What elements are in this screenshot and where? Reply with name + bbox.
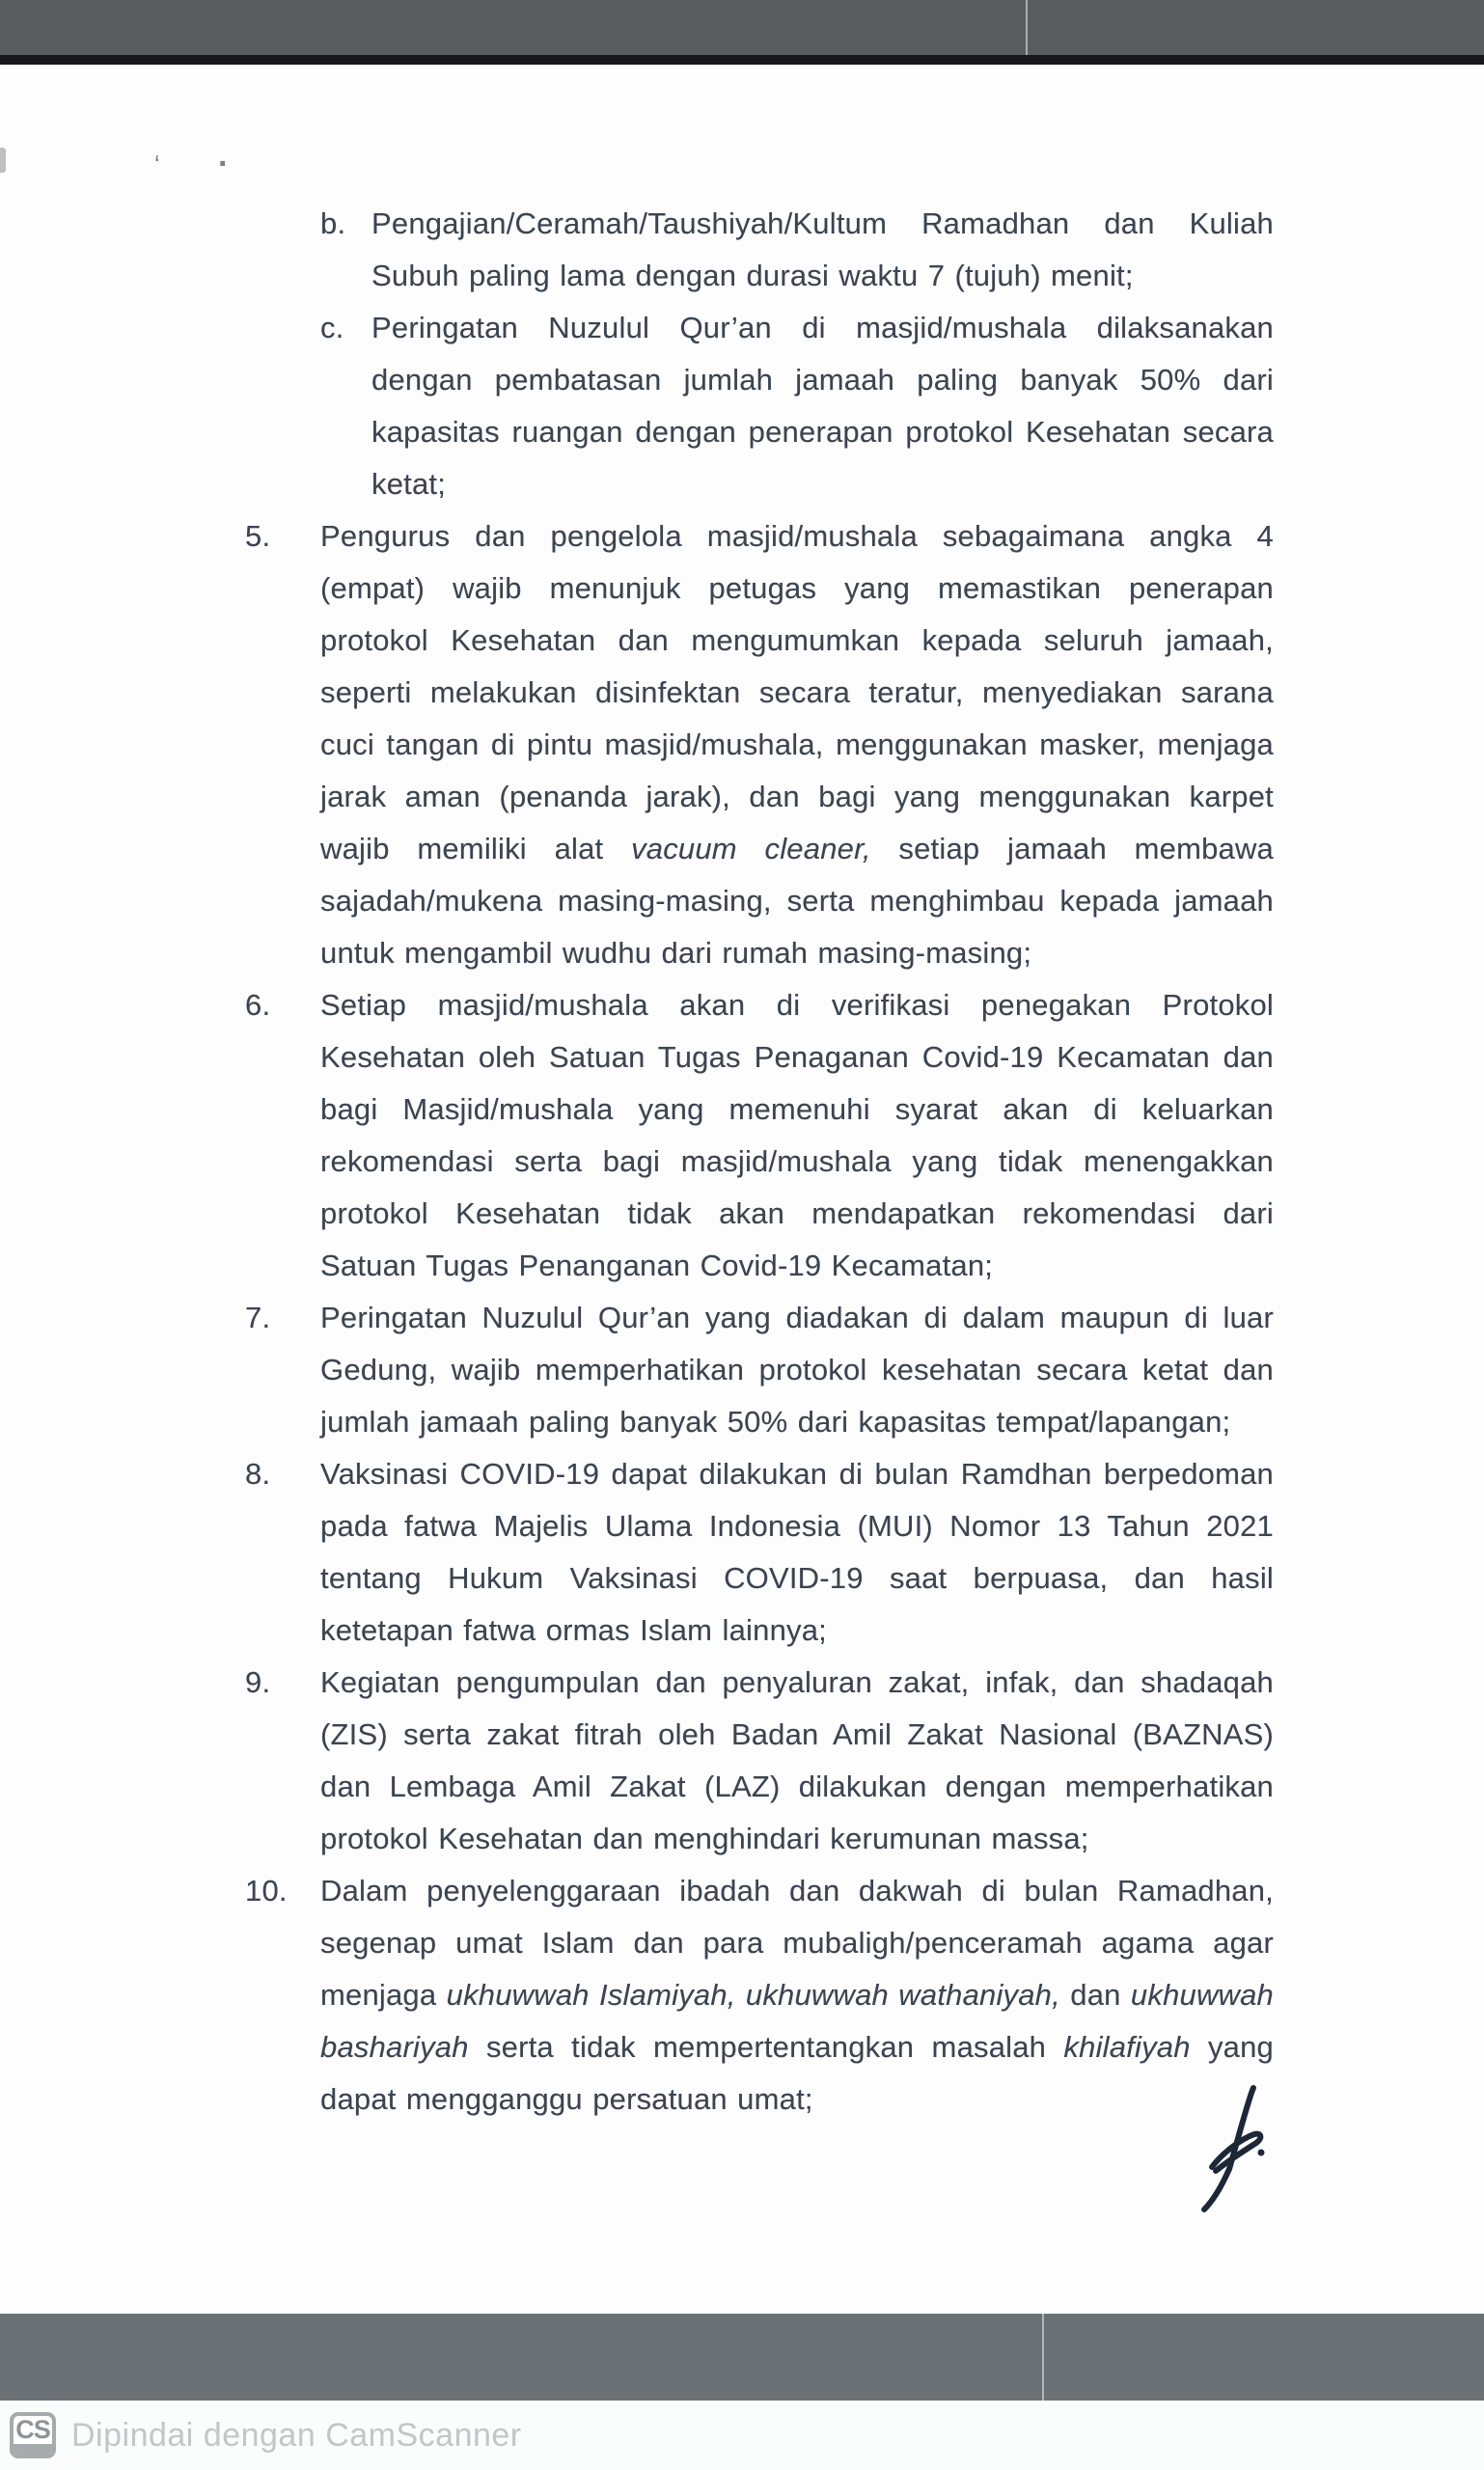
list-item xyxy=(320,302,1274,510)
item-text: Kegiatan pengumpulan dan penyaluran zakat, infak, dan shadaqah (ZIS) serta zakat fitrah oleh Badan Amil Zakat Nasional (BAZNAS) dan Lembaga Amil Zakat (LAZ) dilakukan dengan memperhatikan protokol Kesehatan dan menghindari kerumunan massa; xyxy=(320,1665,1274,1855)
watermark-caption: Dipindai dengan CamScanner xyxy=(71,2416,522,2454)
list-item xyxy=(241,979,1274,1292)
handwritten-initial-signature xyxy=(1168,2067,1293,2221)
item-label: 7. xyxy=(245,1301,271,1334)
item-label: c. xyxy=(320,311,344,344)
item-text: Vaksinasi COVID-19 dapat dilakukan di bulan Ramdhan berpedoman pada fatwa Majelis Ulama Indonesia (MUI) Nomor 13 Tahun 2021 tentang Hukum Vaksinasi COVID-19 saat berpuasa, dan hasil ketetapan fatwa ormas Islam lainnya; xyxy=(320,1457,1274,1647)
document-page xyxy=(0,65,1484,2314)
scan-artifact-mark: ‘ xyxy=(154,150,160,178)
scan-artifact-left-edge xyxy=(0,148,6,173)
camscanner-logo xyxy=(10,2412,56,2458)
item-text: Peringatan Nuzulul Qur’an yang diadakan di dalam maupun di luar Gedung, wajib memperhatikan protokol kesehatan secara ketat dan jumlah jamaah paling banyak 50% dari kapasitas tempat/lapangan; xyxy=(320,1301,1274,1439)
scan-top-border xyxy=(0,0,1484,56)
scan-artifact-mark: · xyxy=(218,146,230,182)
item-label: 9. xyxy=(245,1665,271,1699)
list-item xyxy=(241,1865,1274,2126)
item-label: 8. xyxy=(245,1457,271,1491)
scan-seam-line xyxy=(1042,2314,1044,2401)
list-item xyxy=(320,198,1274,302)
item-text: Pengurus dan pengelola masjid/mushala sebagaimana angka 4 (empat) wajib menunjuk petugas yang memastikan penerapan protokol Kesehatan dan mengumumkan kepada seluruh jamaah, seperti melakukan disinfektan secara teratur, menyediakan sarana cuci tangan di pintu masjid/mushala, menggunakan masker, menjaga jarak aman (penanda jarak), dan bagi yang menggunakan karpet wajib memiliki alat vacuum cleaner, setiap jamaah membawa sajadah/mukena masing-masing, serta menghimbau kepada jamaah untuk mengambil wudhu dari rumah masing-masing; xyxy=(320,519,1274,970)
item-text: Dalam penyelenggaraan ibadah dan dakwah di bulan Ramadhan, segenap umat Islam dan para mubaligh/penceramah agama agar menjaga ukhuwwah Islamiyah, ukhuwwah wathaniyah, dan ukhuwwah bashariyah serta tidak mempertentangkan masalah khilafiyah yang dapat mengganggu persatuan umat; xyxy=(320,1874,1274,2116)
list-item xyxy=(241,1657,1274,1865)
scan-seam-line xyxy=(1026,0,1028,56)
list-item xyxy=(241,510,1274,979)
camscanner-logo-flap xyxy=(14,2444,52,2455)
scan-bottom-border xyxy=(0,2314,1484,2401)
page-top-edge-shadow xyxy=(0,55,1484,65)
item-text: Pengajian/Ceramah/Taushiyah/Kultum Ramadhan dan Kuliah Subuh paling lama dengan durasi waktu 7 (tujuh) menit; xyxy=(371,206,1274,292)
item-label: 5. xyxy=(245,519,271,553)
item-text: Peringatan Nuzulul Qur’an di masjid/mushala dilaksanakan dengan pembatasan jumlah jamaah paling banyak 50% dari kapasitas ruangan dengan penerapan protokol Kesehatan secara ketat; xyxy=(371,311,1274,501)
item-label: 10. xyxy=(245,1874,288,1907)
camscanner-watermark-bar xyxy=(0,2401,1484,2470)
numbered-item-list xyxy=(241,510,1274,2126)
list-item xyxy=(241,1292,1274,1448)
camscanner-logo-text: CS xyxy=(15,2415,50,2444)
item-text: Setiap masjid/mushala akan di verifikasi penegakan Protokol Kesehatan oleh Satuan Tugas Penaganan Covid-19 Kecamatan dan bagi Masjid/mushala yang memenuhi syarat akan di keluarkan rekomendasi serta bagi masjid/mushala yang tidak menengakkan protokol Kesehatan tidak akan mendapatkan rekomendasi dari Satuan Tugas Penanganan Covid-19 Kecamatan; xyxy=(320,988,1274,1282)
item-label: 6. xyxy=(245,988,271,1022)
list-item xyxy=(241,1448,1274,1657)
document-text-block xyxy=(241,198,1274,2126)
letter-item-list xyxy=(241,198,1274,510)
item-label: b. xyxy=(320,206,346,240)
